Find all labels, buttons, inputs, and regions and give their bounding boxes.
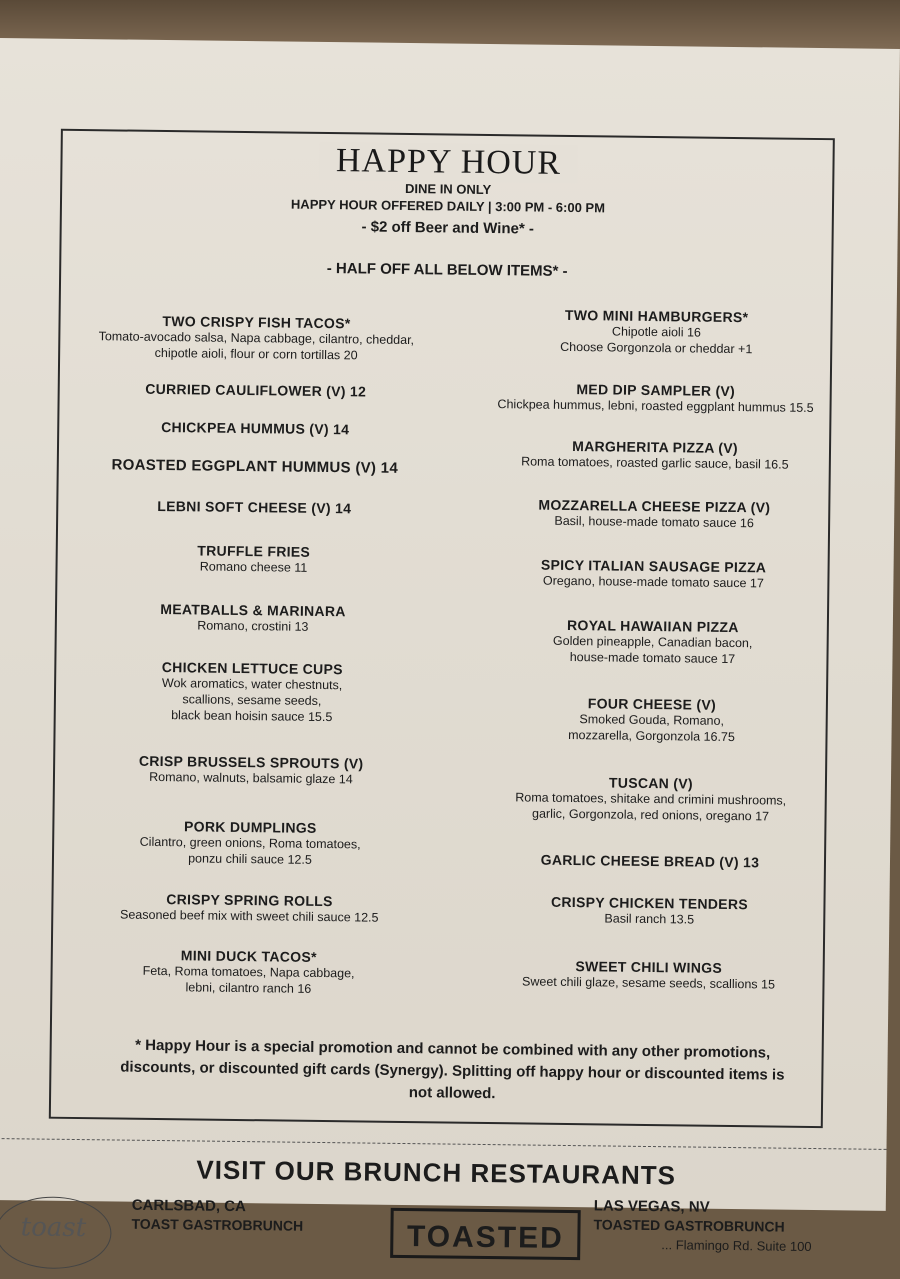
dashed-divider [0, 1138, 886, 1150]
item-desc: Golden pineapple, Canadian bacon, house-made tomato sauce 17 [552, 633, 753, 667]
menu-item [51, 752, 451, 789]
item-name: SPICY ITALIAN SAUSAGE PIZZA [540, 556, 767, 576]
happy-hour-footnote: * Happy Hour is a special promotion and cannot be combined with any other promotions, discounts, or discounted gift cards (Synergy). Splitting off happy hour or discounted items is not allowed. [120, 1036, 785, 1103]
item-desc: Tomato-avocado salsa, Napa cabbage, cilantro, cheddar, chipotle aioli, flour or corn tortillas 20 [98, 329, 415, 363]
menu-paper [0, 38, 900, 1255]
item-name: FOUR CHEESE (V) [587, 695, 717, 713]
location-las-vegas [593, 1197, 785, 1235]
location-name: TOAST GASTROBRUNCH [131, 1215, 304, 1234]
menu-item [445, 436, 865, 473]
item-name: CRISPY SPRING ROLLS [166, 891, 333, 910]
menu-item [53, 600, 453, 637]
item-name: ROYAL HAWAIIAN PIZZA [566, 616, 739, 636]
menu-item [50, 817, 451, 870]
menu-item [52, 658, 453, 727]
menu-item [442, 615, 863, 668]
item-name: CRISPY CHICKEN TENDERS [550, 893, 749, 913]
item-name: TWO MINI HAMBURGERS* [564, 306, 749, 326]
menu-item [444, 495, 864, 532]
menu-item [439, 892, 859, 929]
menu-item [438, 956, 858, 993]
location-city: LAS VEGAS, NV [593, 1197, 710, 1216]
item-desc: Cilantro, green onions, Roma tomatoes, ponzu chili sauce 12.5 [139, 834, 361, 867]
item-desc: Chickpea hummus, lebni, roasted eggplant hummus 15.5 [497, 397, 814, 415]
item-desc: Sweet chili glaze, sesame seeds, scallions 15 [521, 974, 776, 992]
menu-item [441, 693, 862, 746]
item-name: MED DIP SAMPLER (V) [576, 381, 736, 400]
menu-item [53, 541, 453, 578]
item-name: MEATBALLS & MARINARA [160, 601, 346, 620]
item-desc: Romano cheese 11 [199, 559, 308, 575]
item-name: TUSCAN (V) [608, 774, 693, 792]
item-name: CHICKEN LETTUCE CUPS [161, 659, 343, 678]
item-desc: Roma tomatoes, roasted garlic sauce, basil 16.5 [521, 454, 789, 472]
location-name: TOASTED GASTROBRUNCH [593, 1216, 785, 1235]
item-name: CHICKPEA HUMMUS (V) 14 [161, 418, 350, 438]
half-off-note: - HALF OFF ALL BELOW ITEMS* - [326, 260, 568, 280]
item-name: ROASTED EGGPLANT HUMMUS (V) 14 [111, 456, 399, 477]
menu-item [56, 312, 457, 365]
menu-title: HAPPY HOUR [320, 142, 578, 183]
item-desc: Wok aromatics, water chestnuts, scallions, sesame seeds, black bean hoisin sauce 15.5 [161, 676, 343, 725]
item-desc: Basil, house-made tomato sauce 16 [554, 513, 754, 531]
item-desc: Smoked Gouda, Romano, mozzarella, Gorgonzola 16.75 [568, 712, 735, 745]
toast-logo [0, 1196, 112, 1269]
item-name: MOZZARELLA CHEESE PIZZA (V) [538, 496, 771, 516]
dine-in-note: DINE IN ONLY [404, 180, 492, 198]
item-name: SWEET CHILI WINGS [575, 958, 723, 976]
location-city: CARLSBAD, CA [131, 1196, 247, 1216]
menu-item [440, 772, 861, 825]
item-desc: Roma tomatoes, shitake and crimini mushrooms, garlic, Gorgonzola, red onions, oregano 17 [515, 790, 787, 824]
menu-item [445, 379, 865, 416]
menu-item [49, 890, 449, 927]
menu-item [48, 946, 449, 999]
toasted-logo-text: TOASTED [406, 1220, 564, 1255]
item-desc: Chipotle aioli 16 Choose Gorgonzola or cheddar +1 [560, 324, 753, 357]
item-name: PORK DUMPLINGS [184, 818, 317, 836]
toasted-logo [390, 1208, 581, 1260]
item-desc: Basil ranch 13.5 [604, 911, 695, 927]
location-carlsbad [131, 1197, 303, 1235]
brunch-heading: VISIT OUR BRUNCH RESTAURANTS [196, 1154, 677, 1191]
location-address: ... Flamingo Rd. Suite 100 [661, 1237, 812, 1255]
item-name: MARGHERITA PIZZA (V) [572, 438, 738, 457]
drinks-note: - $2 off Beer and Wine* - [361, 218, 534, 238]
item-name: TWO CRISPY FISH TACOS* [162, 313, 351, 332]
item-name: CRISP BRUSSELS SPROUTS (V) [138, 752, 364, 772]
item-desc: Romano, crostini 13 [197, 618, 309, 634]
item-name: CURRIED CAULIFLOWER (V) 12 [145, 380, 367, 400]
menu-item [446, 305, 867, 358]
item-desc: Romano, walnuts, balsamic glaze 14 [149, 769, 353, 787]
toast-logo-text: toast [20, 1212, 87, 1244]
item-desc: Feta, Roma tomatoes, Napa cabbage, lebni, cilantro ranch 16 [142, 963, 355, 996]
item-name: GARLIC CHEESE BREAD (V) 13 [540, 851, 760, 871]
hours-note: HAPPY HOUR OFFERED DAILY | 3:00 PM - 6:00 PM [290, 196, 606, 216]
item-name: MINI DUCK TACOS* [180, 947, 317, 965]
item-name: TRUFFLE FRIES [197, 542, 311, 560]
menu-item [443, 555, 863, 592]
item-name: LEBNI SOFT CHEESE (V) 14 [157, 497, 352, 517]
item-desc: Oregano, house-made tomato sauce 17 [542, 573, 764, 591]
item-desc: Seasoned beef mix with sweet chili sauce 12.5 [119, 907, 379, 925]
